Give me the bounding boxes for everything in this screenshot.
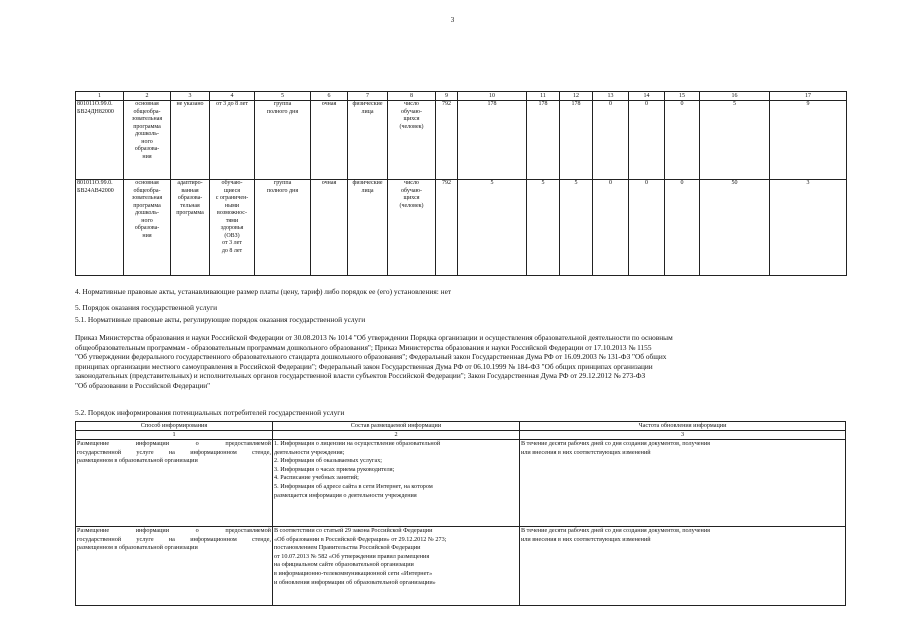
cell-line: обучаю-	[401, 187, 422, 194]
cell-line: основная	[135, 101, 159, 107]
cell-line: щихся	[403, 195, 420, 201]
informing-table	[75, 421, 846, 606]
cell-line: 9	[806, 101, 810, 107]
cell-line: 792	[442, 180, 451, 186]
cell-line: зовательная	[131, 116, 163, 122]
cell-line: 5. Информация об адресе сайта в сети Интернет, на котором	[274, 482, 433, 490]
cell-line: 5	[490, 180, 494, 186]
table-cell	[593, 101, 629, 180]
cell-line: 178	[571, 101, 581, 107]
cell-line: в информационно-телекоммуникационной сети «Интернет»	[274, 569, 433, 577]
cell-line: число	[404, 101, 419, 107]
frequency-cell	[520, 527, 846, 606]
cell-line: тельная	[180, 202, 200, 209]
cell-line: 0	[680, 180, 684, 186]
cell-line: 3. Информация о часах приема руководителя;	[274, 465, 395, 473]
page-number: 3	[450, 16, 455, 24]
table-cell	[311, 101, 348, 180]
cell-line: полного дня	[266, 108, 299, 115]
cell-line: физические	[352, 101, 383, 107]
cell-line: 3	[806, 180, 810, 186]
cell-line: с ограничен-	[215, 195, 249, 201]
cell-line: образова-	[177, 195, 203, 201]
table-cell	[770, 101, 847, 180]
table-cell	[665, 101, 700, 180]
cell-line: щихся	[403, 116, 420, 122]
content-cell	[273, 527, 520, 606]
cell-line: 1. Информация о лицензии на осуществление образовательной	[274, 440, 441, 447]
cell-line: возможнос-	[217, 210, 247, 216]
column-number: 8	[388, 92, 436, 101]
table-row	[76, 180, 847, 276]
cell-line: дошколь-	[135, 210, 159, 216]
cell-line: государственной услуге на информационном стенде,	[77, 448, 271, 456]
table-cell	[210, 180, 255, 276]
cell-line: зовательная	[131, 195, 163, 201]
cell-line: группа	[273, 101, 292, 107]
cell-line: деятельности учреждения;	[274, 448, 345, 456]
cell-line: обучаю-	[221, 180, 243, 186]
column-number-row	[76, 431, 846, 440]
header-cell: Способ информирования	[76, 422, 273, 431]
column-number: 2	[273, 431, 520, 440]
column-number: 6	[311, 92, 348, 101]
cell-line: Размещение информации о предоставляемой	[77, 527, 271, 534]
cell-line: программа	[176, 210, 204, 216]
cell-line: или внесения в них соответствующих изменений	[521, 448, 651, 456]
table-cell	[629, 180, 665, 276]
cell-line: 0	[609, 180, 612, 186]
column-number: 1	[76, 431, 273, 440]
legal-line: "Об образовании в Российской Федерации"	[75, 380, 211, 390]
cell-line: «Об образовании в Российской Федерации» от 29.12.2012 № 273;	[274, 535, 447, 543]
column-number: 3	[520, 431, 846, 440]
table-cell	[171, 101, 210, 180]
table-cell	[255, 101, 311, 180]
table-cell	[311, 180, 348, 276]
method-cell	[76, 440, 273, 527]
legal-acts-paragraph	[75, 333, 845, 391]
cell-line: до 8 лет	[221, 247, 243, 254]
cell-line: 0	[645, 180, 648, 186]
header-cell: Состав размещаемой информации	[273, 422, 520, 431]
cell-line: размещенном в образовательной организации	[77, 544, 198, 552]
cell-line: образова-	[134, 146, 160, 152]
cell-line: лица	[361, 187, 374, 194]
column-number: 2	[124, 92, 171, 101]
cell-line: программа	[133, 202, 161, 209]
legal-line: Приказ Министерства образования и науки Российской Федерации от 30.08.2013 № 1014 "Об утверждении Порядка организации и осуществления образовательной деятельности по основным	[75, 333, 673, 342]
content-cell	[273, 440, 520, 527]
cell-line: 178	[538, 101, 548, 107]
cell-line: ванная	[181, 187, 199, 194]
table-cell	[388, 180, 436, 276]
table-cell	[629, 101, 665, 180]
indicators-table	[75, 91, 847, 276]
cell-line: дошколь-	[135, 131, 159, 137]
table-cell	[527, 180, 560, 276]
cell-line: 5	[574, 180, 578, 186]
cell-line: постановлением Правительства Российской Федерации	[274, 544, 421, 552]
column-number: 17	[770, 92, 847, 101]
column-number: 14	[629, 92, 665, 101]
cell-line: государственной услуге на информационном стенде,	[77, 535, 271, 543]
table-cell	[255, 180, 311, 276]
cell-line: БВ24ДН82000	[77, 108, 114, 115]
table-row	[76, 440, 846, 527]
table-cell	[458, 101, 527, 180]
column-number-row	[76, 92, 847, 101]
column-number: 5	[255, 92, 311, 101]
cell-line: БВ24АВ42000	[77, 187, 114, 194]
section-5-1-heading: 5.1. Нормативные правовые акты, регулирующие порядок оказания государственной услуги	[75, 315, 366, 324]
table-cell	[700, 180, 770, 276]
cell-line: общеобра-	[133, 108, 161, 115]
table-row	[76, 101, 847, 180]
table-cell	[124, 101, 171, 180]
table-cell	[210, 101, 255, 180]
section-4-text: 4. Нормативные правовые акты, устанавливающие размер платы (цену, тариф) либо порядок ее (его) установления: нет	[75, 287, 452, 296]
cell-line: (ОВЗ)	[224, 232, 240, 239]
cell-line: размещенном в образовательной организации	[77, 457, 198, 465]
table-cell	[593, 180, 629, 276]
legal-line: принципах организации местного самоуправления в Российской Федерации"; Федеральный закон Государственная Дума РФ от 06.10.1999 № 184-ФЗ "Об общих принципах организации	[75, 361, 653, 371]
column-number: 15	[665, 92, 700, 101]
table-cell	[527, 101, 560, 180]
section-5-2-heading: 5.2. Порядок информирования потенциальных потребителей государственной услуги	[75, 408, 345, 417]
cell-line: (человек)	[399, 123, 424, 130]
cell-line: 5	[733, 101, 736, 107]
cell-line: ного	[141, 217, 153, 224]
cell-line: и обновления информации об образовательной организации»	[274, 578, 436, 586]
table-cell	[560, 101, 593, 180]
cell-line: 50	[731, 180, 738, 186]
table-cell	[770, 180, 847, 276]
column-number: 10	[458, 92, 527, 101]
column-number: 3	[171, 92, 210, 101]
cell-line: тями	[225, 217, 239, 224]
cell-line: 0	[645, 101, 648, 107]
cell-line: 0	[609, 101, 612, 107]
column-number: 11	[527, 92, 560, 101]
legal-line: "Об утверждении федерального государственного образовательного стандарта дошкольного образования"; Федеральный закон Государственная Дума РФ от 16.09.2003 № 131-ФЗ "Об общих	[75, 352, 667, 362]
cell-line: Размещение информации о предоставляемой	[77, 440, 271, 447]
table-row	[76, 527, 846, 606]
table-cell	[171, 180, 210, 276]
cell-line: В соответствии со статьей 29 закона Российской Федерации	[274, 527, 433, 534]
cell-line: 4. Расписание учебных занятий;	[274, 474, 359, 482]
frequency-cell	[520, 440, 846, 527]
cell-line: ными	[224, 202, 240, 209]
cell-line: лица	[361, 108, 374, 115]
cell-line: очная	[321, 101, 337, 107]
cell-line: В течение десяти рабочих дней со дня создания документов, получения	[521, 527, 711, 534]
cell-line: основная	[135, 180, 159, 186]
table-cell	[458, 180, 527, 276]
cell-line: 178	[487, 101, 497, 107]
method-cell	[76, 527, 273, 606]
cell-line: адаптиро-	[177, 180, 203, 186]
column-number: 12	[560, 92, 593, 101]
cell-line: образова-	[134, 225, 160, 231]
table-cell	[348, 180, 388, 276]
cell-line: щиеся	[223, 187, 241, 194]
cell-line: число	[404, 180, 419, 186]
cell-line: обучаю-	[401, 108, 422, 115]
table-cell	[436, 101, 458, 180]
column-number: 4	[210, 92, 255, 101]
cell-line: очная	[321, 180, 337, 186]
table-cell	[124, 180, 171, 276]
cell-line: ного	[141, 138, 153, 145]
section-5-heading: 5. Порядок оказания государственной услуги	[75, 303, 218, 312]
cell-line: от 10.07.2013 № 582 «Об утверждении правил размещения	[274, 552, 430, 560]
table-cell	[665, 180, 700, 276]
cell-line: полного дня	[266, 187, 299, 194]
cell-line: или внесения в них соответствующих изменений	[521, 535, 651, 543]
cell-line: 792	[442, 101, 451, 107]
table-cell	[388, 101, 436, 180]
column-number: 13	[593, 92, 629, 101]
legal-line: общеобразовательным программам - образовательным программам дошкольного образования"; Приказ Министерства образования и науки Российской Федерации от 17.10.2013 № 1155	[75, 342, 652, 352]
cell-line: общеобра-	[133, 187, 161, 194]
cell-line: не указано	[176, 101, 204, 107]
cell-line: от 3 до 8 лет	[216, 101, 248, 107]
table-cell	[560, 180, 593, 276]
header-row	[76, 422, 846, 431]
table-cell	[436, 180, 458, 276]
cell-line: здоровья	[220, 225, 244, 231]
cell-line: на официальном сайте образовательной организации	[274, 561, 414, 569]
cell-line: группа	[273, 180, 292, 186]
cell-line: от 3 лет	[222, 240, 242, 246]
cell-line: В течение десяти рабочих дней со дня создания документов, получения	[521, 440, 711, 447]
cell-line: ния	[142, 153, 152, 160]
legal-line: законодательных (представительных) и исполнительных органов государственной власти субъектов Российской Федерации"; Закон Государственная Дума РФ от 29.12.2012 № 273-ФЗ	[75, 371, 646, 381]
column-number: 9	[436, 92, 458, 101]
table-cell	[76, 101, 124, 180]
cell-line: 5	[541, 180, 545, 186]
cell-line: физические	[352, 180, 383, 186]
table-cell	[700, 101, 770, 180]
cell-line: программа	[133, 123, 161, 130]
cell-line: 801011О.99.0.	[77, 180, 113, 186]
table-cell	[76, 180, 124, 276]
column-number: 7	[348, 92, 388, 101]
column-number: 16	[700, 92, 770, 101]
cell-line: 2. Информация об оказываемых услугах;	[274, 457, 383, 465]
cell-line: 801011О.99.0.	[77, 101, 113, 107]
cell-line: ния	[142, 232, 152, 239]
cell-line: размещается информация о деятельности учреждения	[274, 491, 417, 499]
column-number: 1	[76, 92, 124, 101]
table-cell	[348, 101, 388, 180]
header-cell: Частота обновления информации	[520, 422, 846, 431]
cell-line: (человек)	[399, 202, 424, 209]
cell-line: 0	[680, 101, 684, 107]
